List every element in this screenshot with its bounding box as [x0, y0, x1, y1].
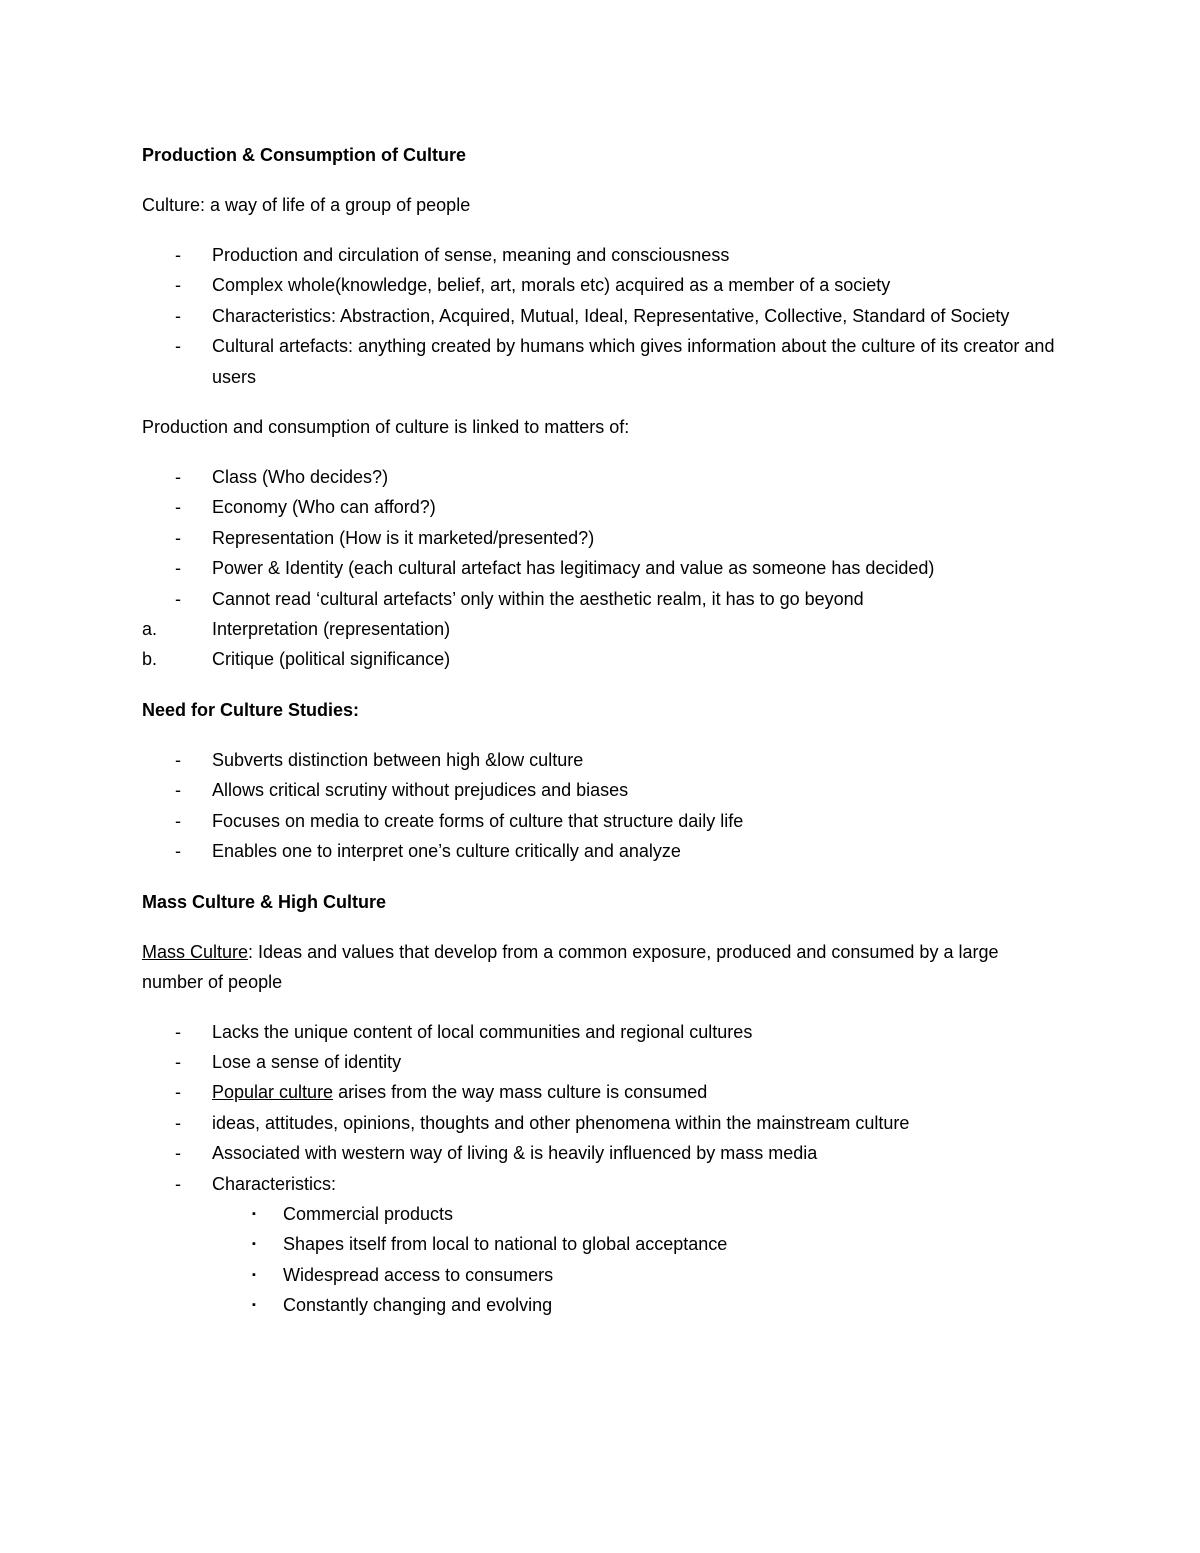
dash-marker: -	[175, 749, 181, 770]
list-item: - Cannot read ‘cultural artefacts’ only within the aesthetic realm, it has to go beyond	[142, 584, 1062, 614]
sublist-item: ▪ Commercial products	[142, 1199, 1062, 1229]
culture-definition: Culture: a way of life of a group of people	[142, 195, 471, 215]
square-bullet-icon: ▪	[252, 1268, 256, 1281]
list-item: - Focuses on media to create forms of culture that structure daily life	[142, 806, 1062, 836]
list-item: - Popular culture arises from the way mass culture is consumed	[142, 1077, 1062, 1107]
dash-marker: -	[175, 1143, 181, 1164]
document-page	[142, 140, 1062, 1341]
dash-marker: -	[175, 527, 181, 548]
list-item: - Production and circulation of sense, meaning and consciousness	[142, 240, 1062, 270]
need-list	[142, 745, 1062, 867]
square-bullet-icon: ▪	[252, 1299, 256, 1312]
dash-marker: -	[175, 810, 181, 831]
mass-culture-list	[142, 1017, 1062, 1321]
dash-marker: -	[175, 558, 181, 579]
square-bullet-icon: ▪	[252, 1207, 256, 1220]
dash-marker: -	[175, 841, 181, 862]
sublist-item: ▪ Widespread access to consumers	[142, 1260, 1062, 1290]
list-item: - Characteristics: ▪ Commercial products ▪ Shapes itself from local to national to global acceptance ▪ Widespread access to consumers ▪ Constantly changing and evolving	[142, 1169, 1062, 1321]
list-item: - Complex whole(knowledge, belief, art, morals etc) acquired as a member of a society	[142, 270, 1062, 300]
dash-marker: -	[175, 780, 181, 801]
list-item: - Representation (How is it marketed/presented?)	[142, 523, 1062, 553]
popular-culture-term: Popular culture	[212, 1082, 334, 1103]
dash-marker: -	[175, 275, 181, 296]
dash-marker: -	[175, 245, 181, 265]
dash-marker: -	[175, 1112, 181, 1133]
dash-marker: -	[175, 336, 181, 357]
dash-marker: -	[175, 497, 181, 518]
list-item: - Lacks the unique content of local communities and regional cultures	[142, 1017, 1062, 1047]
list-item: - Power & Identity (each cultural artefact has legitimacy and value as someone has decided)	[142, 553, 1062, 583]
mass-culture-definition: Mass Culture: Ideas and values that develop from a common exposure, produced and consumed by a large number of people	[142, 941, 999, 992]
list-item: - Cultural artefacts: anything created by humans which gives information about the culture of its creator and users	[142, 331, 1062, 392]
square-bullet-icon: ▪	[252, 1238, 256, 1251]
dash-marker: -	[175, 305, 181, 326]
dash-marker: -	[175, 1021, 181, 1042]
list-item: - Subverts distinction between high &low culture	[142, 745, 1062, 775]
culture-list	[142, 240, 1062, 392]
dash-marker: -	[175, 588, 181, 609]
list-item: - Associated with western way of living & is heavily influenced by mass media	[142, 1138, 1062, 1168]
list-item-alpha: a. Interpretation (representation)	[142, 614, 1062, 644]
linked-matters-list	[142, 462, 1062, 675]
list-item-alpha: b. Critique (political significance)	[142, 644, 1062, 674]
list-item: - Characteristics: Abstraction, Acquired, Mutual, Ideal, Representative, Collective, Standard of Society	[142, 301, 1062, 331]
list-item: - ideas, attitudes, opinions, thoughts and other phenomena within the mainstream culture	[142, 1108, 1062, 1138]
alpha-marker: a.	[142, 619, 158, 640]
section-heading-need: Need for Culture Studies:	[142, 699, 360, 720]
list-item: - Lose a sense of identity	[142, 1047, 1062, 1077]
sublist-item: ▪ Shapes itself from local to national to global acceptance	[142, 1229, 1062, 1259]
list-item: - Class (Who decides?)	[142, 462, 1062, 492]
mass-culture-term: Mass Culture	[142, 941, 249, 962]
list-item: - Enables one to interpret one’s culture critically and analyze	[142, 836, 1062, 866]
sublist-item: ▪ Constantly changing and evolving	[142, 1290, 1062, 1320]
list-item: - Economy (Who can afford?)	[142, 492, 1062, 522]
dash-marker: -	[175, 1173, 181, 1194]
dash-marker: -	[175, 1051, 181, 1072]
dash-marker: -	[175, 1082, 181, 1103]
section-heading-mass-culture: Mass Culture & High Culture	[142, 891, 387, 912]
characteristics-sublist	[212, 1199, 1062, 1321]
list-item: - Allows critical scrutiny without prejudices and biases	[142, 775, 1062, 805]
linked-matters-intro: Production and consumption of culture is linked to matters of:	[142, 417, 630, 438]
section-heading-production: Production & Consumption of Culture	[142, 145, 466, 165]
dash-marker: -	[175, 467, 181, 488]
alpha-marker: b.	[142, 649, 158, 670]
